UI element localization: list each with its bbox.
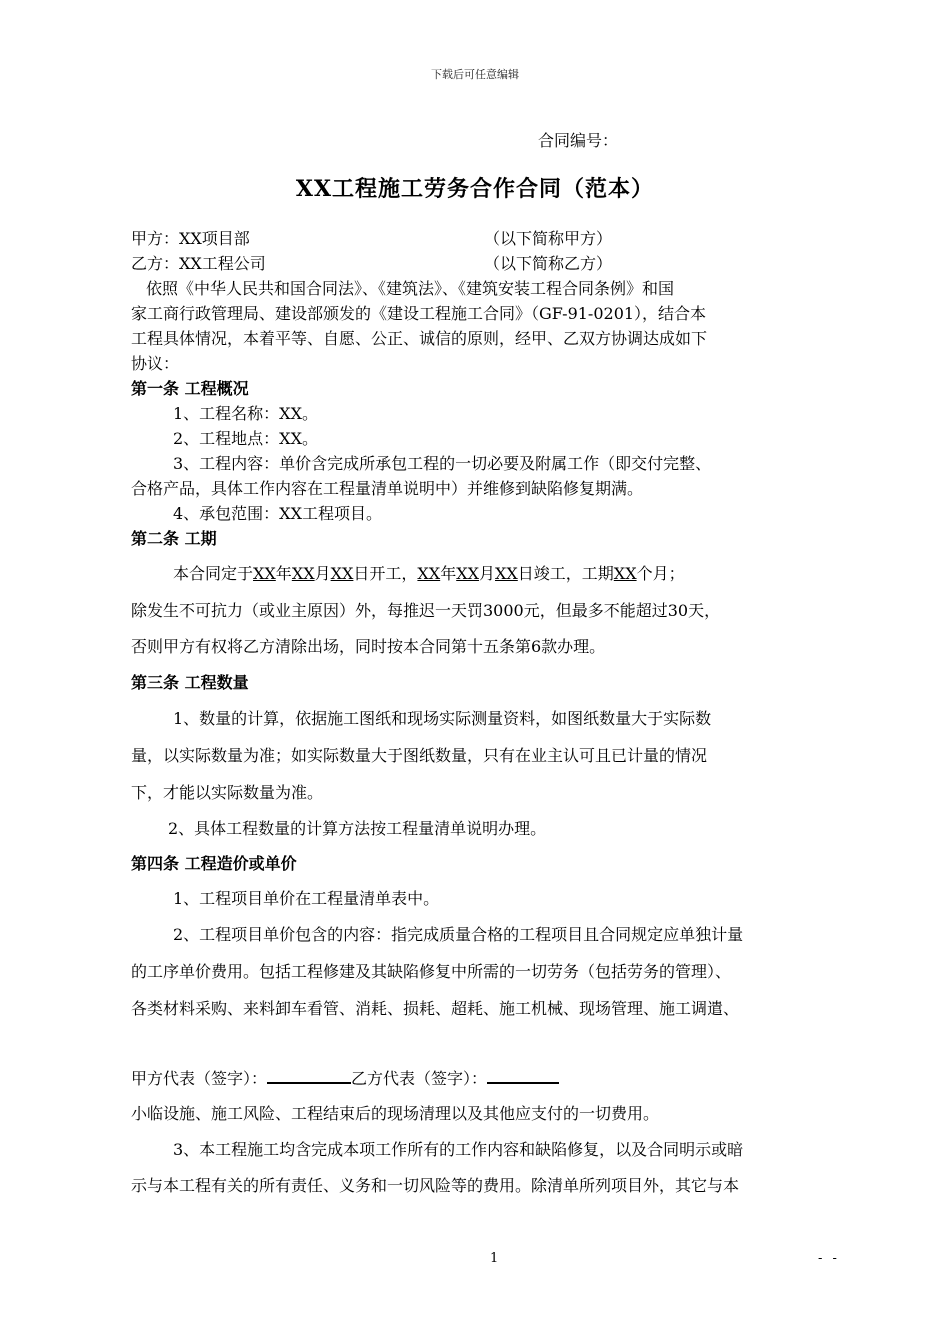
party-a-label: 甲方：XX项目部 [131, 229, 250, 248]
footer-dash: - - [818, 1251, 840, 1266]
article-2-line: 除发生不可抗力（或业主原因）外，每推迟一天罚3000元，但最多不能超过30天， [131, 601, 721, 620]
party-b-signature-label: 乙方代表（签字）： [351, 1069, 488, 1088]
article-3-line: 2、具体工程数量的计算方法按工程量清单说明办理。 [168, 819, 547, 838]
article-4-line: 2、工程项目单价包含的内容：指完成质量合格的工程项目且合同规定应单独计量 [173, 925, 744, 944]
blank-field: XX [417, 564, 441, 583]
article-1-item: 4、承包范围：XX工程项目。 [173, 504, 382, 523]
article-4-line: 各类材料采购、来料卸车看管、消耗、损耗、超耗、施工机械、现场管理、施工调遣、 [131, 999, 740, 1018]
blank-field: XX [613, 564, 637, 583]
signature-line [131, 1066, 559, 1089]
schedule-text: 本合同定于 [173, 564, 254, 583]
blank-field: XX [253, 564, 276, 583]
blank-field: XX [495, 564, 518, 583]
continuation-line: 示与本工程有关的所有责任、义务和一切风险等的费用。除清单所列项目外，其它与本 [131, 1176, 740, 1195]
party-a-signature-field[interactable] [267, 1068, 351, 1084]
page-header-note: 下载后可任意编辑 [431, 68, 519, 81]
intro-line: 家工商行政管理局、建设部颁发的《建设工程施工合同》（GF-91-0201），结合本 [131, 304, 707, 323]
party-a-signature-label: 甲方代表（签字）： [131, 1069, 268, 1088]
article-3-line: 下，才能以实际数量为准。 [131, 783, 324, 802]
intro-line: 协议： [131, 354, 180, 373]
schedule-text: 月 [478, 564, 495, 583]
schedule-text: 年 [440, 564, 457, 583]
contract-number-label: 合同编号： [538, 131, 619, 150]
continuation-line: 3、本工程施工均含完成本项工作所有的工作内容和缺陷修复，以及合同明示或暗 [173, 1140, 744, 1159]
article-4-line: 的工序单价费用。包括工程修建及其缺陷修复中所需的一切劳务（包括劳务的管理）、 [131, 962, 732, 981]
continuation-line: 小临设施、施工风险、工程结束后的现场清理以及其他应支付的一切费用。 [131, 1104, 660, 1123]
article-2-heading: 第二条 工期 [131, 529, 217, 548]
document-title: XX工程施工劳务合作合同（范本） [295, 176, 655, 202]
party-b-note: （以下简称乙方） [484, 254, 613, 273]
blank-field: XX [456, 564, 479, 583]
article-3-line: 1、数量的计算，依据施工图纸和现场实际测量资料，如图纸数量大于实际数 [173, 709, 712, 728]
article-3-line: 量，以实际数量为准；如实际数量大于图纸数量，只有在业主认可且已计量的情况 [131, 746, 708, 765]
article-2-schedule-line [173, 561, 685, 584]
article-4-heading: 第四条 工程造价或单价 [131, 854, 297, 873]
schedule-text: 日竣工，工期 [517, 564, 614, 583]
party-b-signature-field[interactable] [487, 1068, 559, 1084]
schedule-text: 月 [314, 564, 331, 583]
article-3-heading: 第三条 工程数量 [131, 673, 249, 692]
blank-field: XX [291, 564, 315, 583]
article-1-item: 1、工程名称：XX。 [173, 404, 318, 423]
intro-line: 工程具体情况，本着平等、自愿、公正、诚信的原则，经甲、乙双方协调达成如下 [131, 329, 708, 348]
article-1-item: 2、工程地点：XX。 [173, 429, 318, 448]
article-1-item: 合格产品，具体工作内容在工程量清单说明中）并维修到缺陷修复期满。 [131, 479, 644, 498]
blank-field: XX [330, 564, 354, 583]
schedule-text: 日开工， [353, 564, 418, 583]
article-1-heading: 第一条 工程概况 [131, 379, 249, 398]
party-b-label: 乙方：XX工程公司 [131, 254, 266, 273]
article-1-item: 3、工程内容：单价含完成所承包工程的一切必要及附属工作（即交付完整、 [173, 454, 712, 473]
schedule-text: 年 [275, 564, 292, 583]
page-number: 1 [490, 1251, 499, 1266]
party-a-note: （以下简称甲方） [484, 229, 613, 248]
intro-line: 依照《中华人民共和国合同法》、《建筑法》、《建筑安装工程合同条例》和国 [146, 279, 675, 298]
article-4-line: 1、工程项目单价在工程量清单表中。 [173, 889, 440, 908]
schedule-text: 个月； [636, 564, 685, 583]
article-2-line: 否则甲方有权将乙方清除出场，同时按本合同第十五条第6款办理。 [131, 637, 606, 656]
